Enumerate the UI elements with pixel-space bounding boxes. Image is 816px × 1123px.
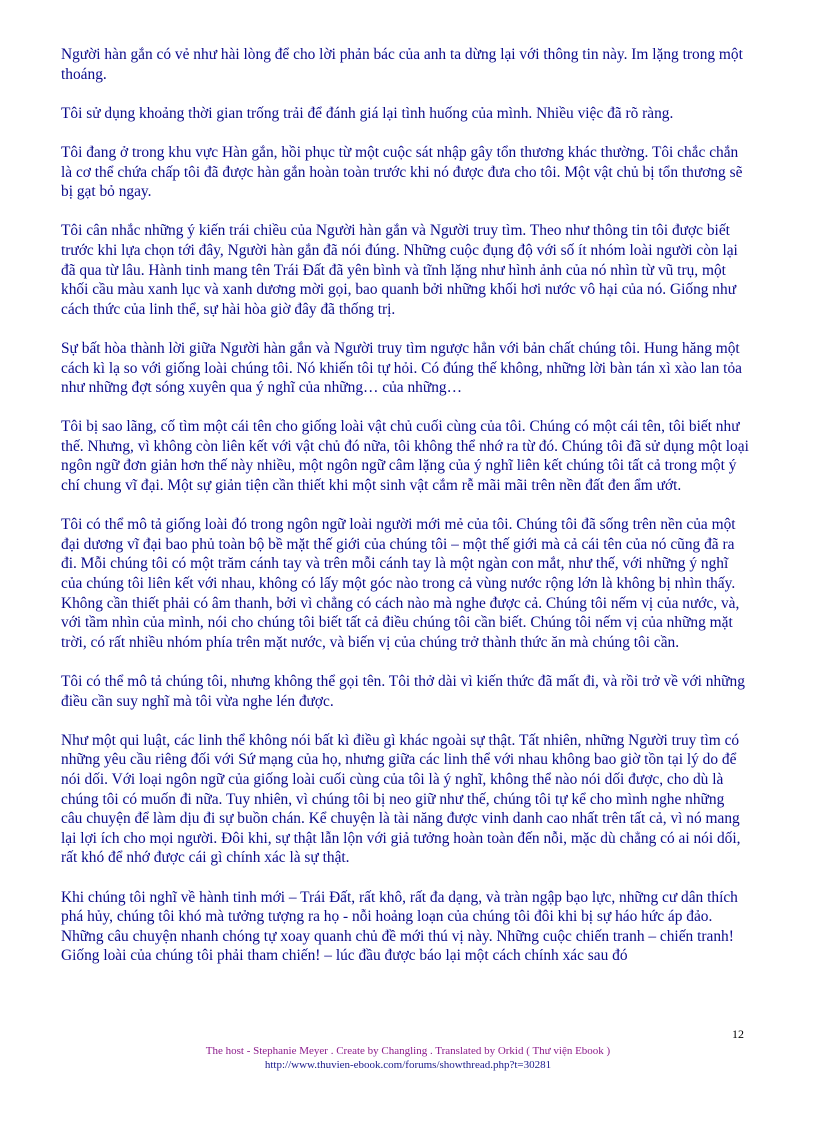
paragraph-6: Tôi bị sao lãng, cố tìm một cái tên cho giống loài vật chủ cuối cùng của tôi. Chúng có một cái tên, tôi biết như thế. Nhưng, vì không còn liên kết với vật chủ đó nữa, tôi không thể nhớ ra từ đó. Chúng tôi đã sử dụng một loại ngôn ngữ đơn giản hơn thế này nhiều, một ngôn ngữ câm lặng của ý nghĩ liên kết chúng tôi tất cả trong một ý chí chung vĩ đại. Một sự giản tiện cần thiết khi một sinh vật cắm rễ mãi mãi trên nền đất đen ẩm ướt. (61, 418, 749, 495)
paragraph-8: Tôi có thể mô tả chúng tôi, nhưng không thể gọi tên. Tôi thở dài vì kiến thức đã mất đi, và rồi trở về với những điều cần suy nghĩ mà tôi vừa nghe lén được. (61, 673, 745, 710)
footer-credit: The host - Stephanie Meyer . Create by Changling . Translated by Orkid ( Thư viện Ebook ) (205, 1045, 611, 1057)
paragraph-5: Sự bất hòa thành lời giữa Người hàn gắn và Người truy tìm ngược hẳn với bản chất chúng tôi. Hung hăng một cách kì lạ so với giống loài chúng tôi. Nó khiến tôi tự hỏi. Có đúng thế không, những lời bàn tán xì xào lan tỏa như những đợt sóng xuyên qua ý nghĩ của những… của những… (61, 339, 742, 397)
paragraph-4: Tôi cân nhắc những ý kiến trái chiều của Người hàn gắn và Người truy tìm. Theo như thông tin tôi được biết trước khi lựa chọn tới đây, Người hàn gắn đã nói đúng. Những cuộc đụng độ với số ít nhóm loài người còn lại đã qua từ lâu. Hành tinh mang tên Trái Đất đã yên bình và tĩnh lặng như hình ảnh của nó nhìn từ vũ trụ, một khối cầu màu xanh lục và xanh dương mời gọi, bao quanh bởi những khối hơi nước vô hại của nó. Giống như cách thức của linh thể, sự hài hòa giờ đây đã thống trị. (61, 222, 738, 318)
paragraph-10: Khi chúng tôi nghĩ về hành tinh mới – Trái Đất, rất khô, rất đa dạng, và tràn ngập bạo lực, những cư dân thích phá hủy, chúng tôi khó mà tưởng tượng ra họ - nỗi hoảng loạn của chúng tôi đôi khi bị sự háo hức áp đảo. Những câu chuyện nhanh chóng tự xoay quanh chủ đề mới thú vị này. Những cuộc chiến tranh – chiến tranh! Giống loài của chúng tôi phải tham chiến! – lúc đầu được báo lại một cách chính xác sau đó (61, 888, 738, 965)
paragraph-2: Tôi sử dụng khoảng thời gian trống trải để đánh giá lại tình huống của mình. Nhiều việc đã rõ ràng. (61, 104, 674, 122)
page-number: 12 (732, 1027, 744, 1041)
paragraph-3: Tôi đang ở trong khu vực Hàn gắn, hồi phục từ một cuộc sát nhập gây tổn thương khác thường. Tôi chắc chắn là cơ thể chứa chấp tôi đã được hàn gắn hoàn toàn trước khi nó được đưa cho tôi. Một vật chủ bị tổn thương sẽ bị gạt bỏ ngay. (61, 143, 743, 201)
paragraph-1: Người hàn gắn có vẻ như hài lòng để cho lời phản bác của anh ta dừng lại với thông tin này. Im lặng trong một thoáng. (61, 46, 743, 83)
paragraph-9: Như một qui luật, các linh thể không nói bất kì điều gì khác ngoài sự thật. Tất nhiên, những Người truy tìm có những yêu cầu riêng đối với Sứ mạng của họ, nhưng giữa các linh thể với nhau không bao giờ tồn tại lý do để nói dối. Với loại ngôn ngữ của giống loài cuối cùng của tôi là ý nghĩ, không thể nào nói dối được, cho dù là chúng tôi có muốn đi nữa. Tuy nhiên, vì chúng tôi bị neo giữ như thế, chúng tôi tự kể cho mình nghe những câu chuyện để làm dịu đi sự buồn chán. Kể chuyện là tài năng được vinh danh cao nhất trên tất cả, vì nó mang lại lợi ích cho mọi người. Đôi khi, sự thật lẫn lộn với giả tưởng hoàn toàn đến nỗi, mặc dù chẳng có ai nói dối, rất khó để nhớ được cái gì chính xác là sự thật. (61, 731, 741, 867)
paragraph-7: Tôi có thể mô tả giống loài đó trong ngôn ngữ loài người mới mẻ của tôi. Chúng tôi đã sống trên nền của một đại dương vĩ đại bao phủ toàn bộ bề mặt thế giới của chúng tôi – một thế giới mà cả cái tên của nó cũng đã ra đi. Mỗi chúng tôi có một trăm cánh tay và trên mỗi cánh tay là một ngàn con mắt, như thế, với những ý nghĩ của chúng tôi liên kết với nhau, không có lấy một góc nào trong cả vùng nước rộng lớn là không bị nhìn thấy. Không cần thiết phải có âm thanh, bởi vì chẳng có cách nào mà nghe được cả. Chúng tôi nếm vị của nước, và, với tầm nhìn của mình, nói cho chúng tôi biết tất cả điều chúng tôi cần biết. Chúng tôi nếm vị của những mặt trời, có rất nhiều nhóm phía trên mặt nước, và biến vị của chúng trở thành thức ăn mà chúng tôi cần. (61, 516, 740, 651)
footer-url[interactable]: http://www.thuvien-ebook.com/forums/showthread.php?t=30281 (264, 1059, 552, 1071)
body-text (61, 45, 749, 986)
